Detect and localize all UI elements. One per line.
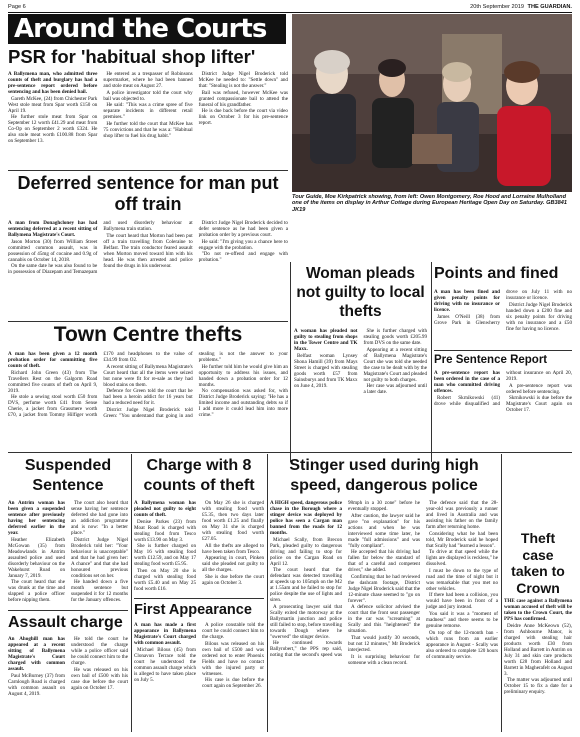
photo-image (292, 14, 572, 192)
a10-para: Paul McBurney (37) from Carnlough Road is charged with common assault on August 4, 2019. (8, 672, 65, 697)
a11-para: His case is due before the court again on September 26. (202, 677, 264, 690)
a2-body (8, 220, 288, 320)
a2-headline: Deferred sentence for man put off train (17, 173, 279, 214)
a6-para: Robert Skrnikowski (41) drove while disqualified and without insurance on April 20, 2019. (434, 370, 572, 407)
a11-body (134, 622, 264, 732)
a3-para: A recent sitting of Ballymena Magistrate's Court heard that all the items were seized but none were fit for re-sale as they had blood stains on them. (103, 363, 193, 388)
a2-para: A man from Donaghcloney has had sentencing deferred at a recent sitting of Ballymena Magistrate's Court. (8, 220, 98, 238)
a10-headline: Assault charge (8, 614, 123, 631)
a9-body (270, 500, 498, 732)
a1-para: A Ballymena man, who admitted three counts of theft and burglary has had a pre-sentence report ordered before sentencing and has been denied bail. (8, 71, 98, 95)
a3-body (8, 351, 288, 447)
page-number: Page 6 (8, 4, 26, 10)
a12-para: Deidre Anne McKeown (52), from Ashbourne Manor, is charged with stealing hair products worth £30 from Holland and Barrett in Antrim on July 31 and skin care products worth £28 from Holland and Barrett in Magherafelt on August 3. (504, 622, 572, 677)
a9-para: Confirming that he had reviewed the dashcam footage, District Judge Nigel Broderick said that the 12-minute chase seemed to "go on forever". (348, 573, 421, 604)
a8-para: Denise Parkes (23) from Moat Road is charged with stealing food from Tesco worth £13.90 on May 3. (134, 518, 196, 543)
section-banner (8, 14, 286, 44)
a1-para: He further told the court that McKee has 75 convictions and that he was a: "Habitual shop lifter to fuel his drug habit." (103, 120, 193, 139)
a2-para: On the same date he was also found to be in possession of Diazepam and Temazepam and used disorderly behaviour at Ballymena train station. (8, 220, 193, 276)
a1-para: A police investigator told the court why bail was objected to. (103, 89, 193, 102)
a11-para: Bilous was released on his own bail of £500 and was ordered not to enter Phoenix Fields and have no contact with the injured party or witnesses. (202, 640, 264, 677)
a2-para: "Do not re-offend and engage with probation." (198, 251, 288, 264)
column-divider (267, 454, 268, 732)
a4-para: Belfast woman Lynsey Shona Hamill (39) from Mays Street is charged with stealing goods worth £57 from Sainsburys and from TK Maxx on June 4, 2019. (294, 352, 358, 389)
a2-para: The court heard that Morton had been put off a train travelling from Coleraine to Belfast. The train conductor feared assault when Morton moved toward him with his head. He was then arrested and police found the drugs in his underwear. (103, 232, 193, 269)
a9-para: I must be down to the type of road and the time of night but it was remarkable that you met no other vehicles. (426, 567, 498, 592)
a10-para: He told the court he understood the charge while a police officer said he could connect him to the charge. (71, 636, 128, 666)
a4-para: Her case was adjourned until a later date. (363, 383, 427, 396)
a9-para: A HIGH speed, dangerous police chase in the Borough where a stinger device was deployed by police has seen a Cargan man banned from the roads for 12 months. (270, 500, 342, 536)
a9-para: The defence said that the 28-year-old was previously a runner and lived in Australia and was assisting his father on the family farm after returning home. (426, 500, 498, 530)
a1-para: He is due back before the court via video link on October 3 for his pre-sentence report. (198, 108, 288, 127)
a4-headline: Woman pleads not guilty to local thefts (296, 265, 425, 320)
divider (434, 350, 572, 351)
a1-para: Gareth McKee, (24) from Chichester Park West stole meat from Spar worth £150 on April 19. (8, 95, 98, 114)
a1-body (8, 71, 288, 167)
a12-headline: Theft case taken to Crown (511, 530, 565, 596)
a9-para: On top of the 12-month ban - which runs from an earlier appearance in August - Scally was also ordered to complete 120 hours of community service. (426, 629, 498, 660)
divider (8, 452, 572, 453)
a9-para: After caution, the lawyer said he gave "no explanation" for his actions and when he was interviewed some time later, he made "full admissions" and was "fully compliant". (348, 512, 420, 549)
a4-para: A woman has pleaded not guilty to stealing from shops in the Tower Centre and TK Maxx. (294, 328, 358, 352)
header-right (470, 3, 572, 12)
header-rule (8, 12, 572, 13)
a1-para: Bail was refused, however McKee was granted compassionate bail to attend the funeral of his grandfather. (198, 89, 288, 108)
a7-para: District Judge Nigel Broderick told her: "Your behaviour is unacceptable" and that he had given her: A chance" and that she had honoured previous conditions set on her. (71, 536, 128, 579)
section-title: Around the Courts (14, 14, 267, 44)
a11-para: A man has made a first appearance in Ballymena Magistrate's Court charged with common assault. (134, 622, 196, 646)
a1-para: He further stole meat from Spar on September 12 worth £41.29 and meat from Co-Op on September 2 worth £324. He also stole meat worth £100.88 from Spar on September 13. (8, 114, 98, 145)
a9-para: You said it was a "moment of madness" and there seems to be genuine remorse. (426, 610, 498, 629)
a8-para: She is further charged on May 16 with stealing food worth £12.59, and on May 17 stealing food worth £5.95. (134, 543, 196, 568)
a3-headline: Town Centre thefts (53, 323, 243, 346)
a9-para: The court heard that the defendant was detected travelling at speeds up to 105mph on the M2 at 1.55am and he failed to stop for police despite the use of lights and siren. (270, 567, 342, 604)
a8-para: Appearing in court, Pinken said she pleaded not guilty to all the charges. (202, 555, 264, 574)
page-header (8, 3, 572, 12)
a10-para: He was released on his own bail of £500 with his case due before the court again on October 17. (71, 666, 128, 691)
column-divider (131, 454, 132, 732)
a1-para: District Judge Nigel Broderick told McKee he needed to: "Settle down" and that: "Stealing is not the answer." (198, 71, 288, 89)
a7-para: He handed down a five month sentence but suspended it for 12 months for the January offences. (71, 579, 128, 604)
a10-para: An Ahoghill man has appeared at a recent sitting of Ballymena Magistrate's Court charged with common assault. (8, 636, 65, 672)
a3-para: He stole a sewing stool worth £50 from DVS, perfume worth £41 from Sense Cherie, a jacket from Grassmere worth £70, a jacket from Tommy Hilfiger worth £170 and headphones to the value of £34.99 from O2. (8, 351, 193, 419)
a5-para: James O'Neill (38) from Grove Park in Glenwherry drove on July 11 with no insurance or licence. (434, 289, 572, 326)
a8-body (134, 500, 264, 596)
a5-headline: Points and fined (434, 265, 559, 282)
divider (8, 170, 288, 171)
a8-para: A Ballymena woman has pleaded not guilty to eight counts of theft. (134, 500, 196, 518)
a7-para: The court heard that she was drunk at the time and slapped a police officer before nipping them. (8, 579, 65, 604)
a9-para: A defence solicitor advised the court that the front seat passenger in the car was "screaming" at Scally and this "heightened" the situation. (348, 604, 420, 635)
a9-para: If there had been a collision, you would have been in front of a judge and jury instead. (426, 592, 498, 611)
a8-para: All the thefts are alleged to have been taken from Tesco. (202, 542, 264, 555)
a12-para: THE case against a Ballymena woman accused of theft will be taken to the Crown Court, the PPS has confirmed. (504, 598, 572, 622)
a9-headline: Stinger used during high speed, dangerous police (289, 457, 479, 494)
a3-para: Richard John Green (43) from The Travellers Rest on the Galgorm Road committed five counts of theft on April 9, 2019. (8, 369, 98, 394)
a6-para: A pre-sentence report was ordered before sentencing. (506, 382, 572, 395)
photo (292, 14, 572, 192)
a7-para: The court also heard that sense having her sentence deferred she had gone into an addiction programme and is now: "In a better place." (71, 500, 128, 536)
a4-para: Appearing at a recent sitting of Ballymena Magistrate's Court she was told she needed the case to be dealt with by the Magistrate's Court and pleaded not guilty to both charges. (363, 346, 427, 383)
a6-body (434, 370, 572, 452)
a7-headline: Suspended Sentence (24, 457, 112, 494)
a11-para: Michael Bilous (45) from Clonavon Terrace told the court he understood the common assault charge which is alleged to have taken place on July 5. (134, 646, 196, 683)
paper-name: THE GUARDIAN. (527, 4, 572, 10)
a9-para: A prosecuting lawyer said that Scally exited the motorway at the Ballymartin junction and police still failed to stop, before travelling towards Dough where he "swerved" the stinger device. (270, 603, 342, 640)
a8-para: Then on May 20 she is charged with stealing food worth £5.40 and on May 25 food worth £16. (134, 567, 196, 592)
column-divider (501, 454, 502, 732)
a5-body (434, 289, 572, 349)
a9-para: That would justify 30 seconds, but not 12 minutes," Mr Broderick interjected. (348, 634, 420, 653)
a5-para: District Judge Nigel Broderick handed down a £200 fine and six penalty points for driving with no insurance and a £50 fine for having no licence. (506, 301, 572, 332)
divider (8, 610, 128, 611)
a9-para: Michael Scally, from Brecon Park, pleaded guilty to dangerous driving and failing to stop for police on the Cargan Road on April 12. (270, 536, 342, 567)
a9-para: He accepted that his driving had fallen far below the standard of that of a careful and competent driver," she added. (348, 549, 420, 574)
column-divider (431, 262, 432, 462)
divider (134, 598, 264, 599)
a8-headline: Charge with 8 counts of theft (143, 457, 255, 494)
a7-para: An Antrim woman has been given a suspended sentence after previously having her sentencing deferred earlier in the year. (8, 500, 65, 536)
a9-para: He continued towards Ballyrobert," the PPS rep said, noting that the second's speed was 98mph in a 30 zone" before he eventually stopped. (270, 500, 420, 659)
a6-para: A pre-sentence report has been ordered in the case of a man who committed driving offences. (434, 370, 500, 394)
a5-para: A man has been fined and given penalty points for driving with no insurance or licence. (434, 289, 500, 313)
a7-body (8, 500, 128, 608)
a3-para: No compensation was asked for, with District Judge Broderick saying: "He has a limited income and outstanding debts so if I add more it could lead him into more crime." (198, 388, 288, 419)
a9-para: Considering what he had been told, Mr Broderick said he hoped that Scally had "learned a lesson". (426, 530, 498, 549)
a3-para: District Judge Nigel Broderick told Green: "You understand that going in and stealing is not the answer to your problems." (103, 351, 288, 419)
a1-headline: PSR for 'habitual shop lifter' (8, 46, 256, 67)
a4-body (294, 328, 427, 452)
a8-para: She is due before the court again on October 3. (202, 573, 264, 586)
issue-date: 20th September 2019 (470, 4, 524, 10)
photo-caption: Tour Guide, Moe Kirkpatrick showing, from left: Owen Montgomery, Roe Hood and Lorraine Mulholland one of the items on display in Arthur Cottage during European Heritage Open Day on Saturday. GB3841 JK19 (292, 194, 567, 213)
a8-para: On May 26 she is charged with stealing food worth £5.35, then two days later food worth £1.25 and finally on May 31 she is charged with stealing food worth £27.05. (202, 500, 264, 542)
a1-para: He entered as a trespasser of Robinsons supermarket, where he had been banned and stole meat on August 27. (103, 71, 193, 89)
a2-para: District Judge Nigel Broderick decided to defer sentence as he had been given a probation order by a previous court. (198, 220, 288, 238)
a6-para: Skrnikowski is due before the Magistrate's Court again on October 17. (506, 395, 572, 414)
a2-para: He said: "I'm giving you a chance here to engage with the probation. (198, 238, 288, 251)
a1-para: He said: "This was a crime spree of five separate incidents in different retail premises." (103, 102, 193, 121)
a9-para: To drive at that speed while the lights are displayed is reckless," he dissolved. (426, 549, 498, 568)
a9-para: It is surprising behaviour for someone with a clean record. (348, 653, 420, 666)
a11-headline: First Appearance (134, 602, 252, 618)
a2-para: Jason Morton (30) from William Street committed common assault, was in possession of 45mg of cocaine and 0.9g of cannabis on October 14, 2018. (8, 238, 98, 263)
a11-para: A police constable told the court he could connect him to the charge. (202, 622, 264, 640)
a10-body (8, 636, 128, 732)
a12-body (504, 598, 572, 732)
column-divider (290, 262, 291, 462)
a7-para: Heather Elizabeth McGowan (35) from Meadowlands in Antrim assaulted police and used disorderly behaviour on the Wakehurst Road on January 7, 2019. (8, 536, 65, 579)
a3-para: He further told him he would give him an opportunity to address his issues, and handed down a probation order for 12 months. (198, 363, 288, 388)
a3-para: Defence for Green told the court that he had been a heroin addict for 16 years but had a reduced need for it. (103, 388, 193, 407)
a6-headline: Pre Sentence Report (434, 354, 548, 366)
a4-para: She is further charged with stealing goods worth £205.99 from DVS on the same date. (363, 328, 427, 346)
a3-para: A man has been given a 12 month probation order for committing five counts of theft. (8, 351, 98, 369)
a12-para: The matter was adjourned until October 15 to fix a date for a preliminary enquiry. (504, 677, 572, 696)
